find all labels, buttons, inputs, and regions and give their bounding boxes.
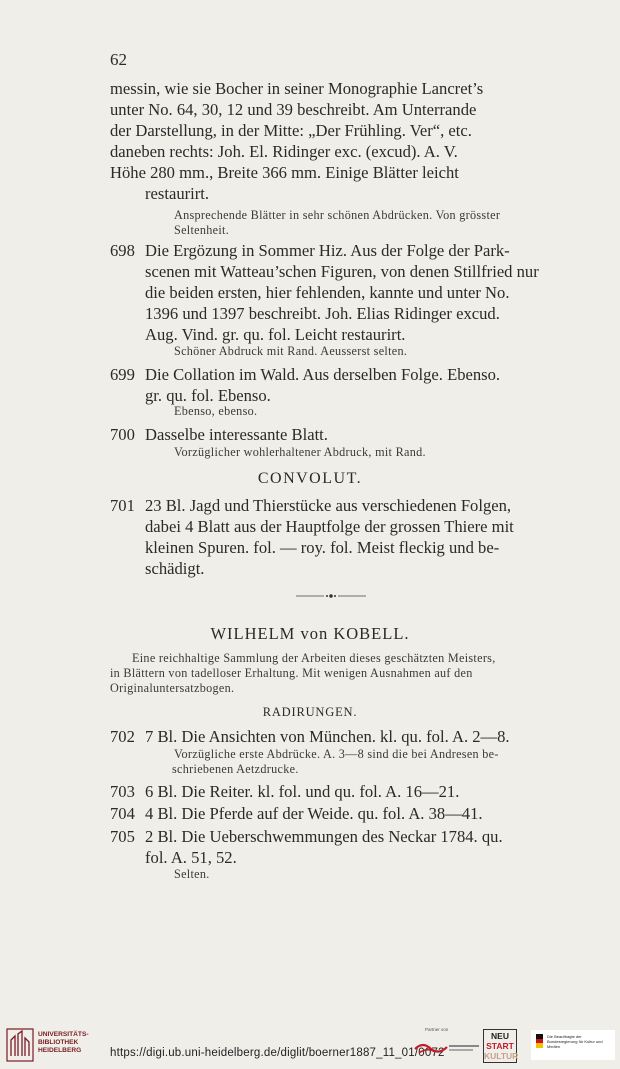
- catalog-entry-703: [110, 781, 575, 802]
- text-line: dabei 4 Blatt aus der Hauptfolge der grossen Thiere mit: [145, 517, 514, 536]
- note-line: schriebenen Aetzdrucke.: [172, 762, 299, 776]
- neustart-kultur-logo: [483, 1029, 517, 1063]
- text-line: START: [486, 1041, 514, 1051]
- text-line: scenen mit Watteau’schen Figuren, von denen Stillfried nur: [145, 262, 539, 281]
- catalog-entry-701: [110, 495, 575, 579]
- convolut-heading: CONVOLUT.: [257, 470, 363, 487]
- text-line: 2 Bl. Die Ueberschwemmungen des Neckar 1784. qu.: [145, 827, 503, 846]
- text-line: 7 Bl. Die Ansichten von München. kl. qu. fol. A. 2—8.: [145, 727, 510, 746]
- note-line: Ansprechende Blätter in sehr schönen Abdrücken. Von grösster: [174, 208, 501, 222]
- text-line: Originaluntersatzbogen.: [110, 681, 235, 695]
- text-line: KULTUR: [484, 1051, 519, 1061]
- note-line: Vorzügliche erste Abdrücke. A. 3—8 sind die bei Andresen be-: [174, 747, 499, 761]
- catalog-entry-705: [110, 826, 575, 868]
- catalog-entry-699: [110, 364, 575, 406]
- entry-number: 701: [110, 496, 135, 515]
- radirungen-heading: RADIRUNGEN.: [262, 705, 358, 719]
- text-line: gr. qu. fol. Ebenso.: [145, 386, 271, 405]
- entry-note: Selten.: [174, 867, 210, 881]
- text-line: Eine reichhaltige Sammlung der Arbeiten dieses geschätzten Meisters,: [132, 651, 496, 665]
- text-line: NEU: [491, 1031, 509, 1041]
- text-line: HEIDELBERG: [38, 1047, 82, 1054]
- text-line: schädigt.: [145, 559, 205, 578]
- university-seal-icon: [6, 1028, 34, 1062]
- page-number: 62: [110, 50, 127, 69]
- partner-logo-icon: [413, 1037, 481, 1059]
- intro-note: [174, 208, 574, 238]
- text-line: BIBLIOTHEK: [38, 1039, 79, 1046]
- text-line: unter No. 64, 30, 12 und 39 beschreibt. Am Unterrande: [110, 100, 477, 119]
- text-line: messin, wie sie Bocher in seiner Monographie Lancret’s: [110, 79, 484, 98]
- text-line: Dasselbe interessante Blatt.: [145, 425, 328, 444]
- entry-number: 705: [110, 827, 135, 846]
- university-library-name: [38, 1031, 89, 1055]
- text-line: der Darstellung, in der Mitte: „Der Frühling. Ver“, etc.: [110, 121, 472, 140]
- text-line: Aug. Vind. gr. qu. fol. Leicht restaurirt.: [145, 325, 406, 344]
- text-line: 4 Bl. Die Pferde auf der Weide. qu. fol. A. 38—41.: [145, 804, 483, 823]
- federal-sponsor-text: Die Beauftragte der Bundesregierung für Kultur und Medien: [547, 1034, 603, 1049]
- text-line: in Blättern von tadelloser Erhaltung. Mit wenigen Ausnahmen auf den: [110, 666, 473, 680]
- entry-number: 702: [110, 727, 135, 746]
- entry-note: Ebenso, ebenso.: [174, 404, 258, 418]
- entry-note: Schöner Abdruck mit Rand. Aeusserst selten.: [174, 344, 408, 358]
- text-line: kleinen Spuren. fol. — roy. fol. Meist fleckig und be-: [145, 538, 500, 557]
- text-line: daneben rechts: Joh. El. Ridinger exc. (excud). A. V.: [110, 142, 458, 161]
- text-line: fol. A. 51, 52.: [145, 848, 237, 867]
- text-line: Höhe 280 mm., Breite 366 mm. Einige Blätter leicht: [110, 163, 459, 182]
- text-line: 6 Bl. Die Reiter. kl. fol. und qu. fol. A. 16—21.: [145, 782, 460, 801]
- catalog-entry-700: [110, 424, 575, 445]
- text-line: die beiden ersten, hier fehlenden, kannte und unter No.: [145, 283, 510, 302]
- text-line: 23 Bl. Jagd und Thierstücke aus verschiedenen Folgen,: [145, 496, 512, 515]
- intro-paragraph: [110, 78, 575, 204]
- note-line: Seltenheit.: [174, 223, 230, 237]
- kobell-heading: WILHELM von KOBELL.: [210, 624, 410, 643]
- german-flag-icon: [536, 1034, 543, 1048]
- text-line: restaurirt.: [145, 184, 210, 203]
- entry-note: Vorzüglicher wohlerhaltener Abdruck, mit Rand.: [174, 445, 426, 459]
- entry-number: 699: [110, 365, 135, 384]
- entry-note: [174, 747, 574, 777]
- ornament-divider-icon: [296, 592, 366, 600]
- catalog-entry-698: [110, 240, 575, 345]
- entry-number: 698: [110, 241, 135, 260]
- entry-number: 704: [110, 804, 135, 823]
- text-line: Die Ergözung in Sommer Hiz. Aus der Folge der Park-: [145, 241, 510, 260]
- entry-number: 700: [110, 425, 135, 444]
- kobell-intro: [110, 651, 575, 696]
- catalog-entry-704: [110, 803, 575, 824]
- text-line: Die Collation im Wald. Aus derselben Folge. Ebenso.: [145, 365, 501, 384]
- catalog-entry-702: [110, 726, 575, 747]
- text-line: 1396 und 1397 beschreibt. Joh. Elias Ridinger excud.: [145, 304, 500, 323]
- text-line: UNIVERSITÄTS-: [38, 1031, 89, 1038]
- entry-number: 703: [110, 782, 135, 801]
- partner-label: Partner von: [425, 1027, 449, 1032]
- source-url[interactable]: https://digi.ub.uni-heidelberg.de/diglit/boerner1887_11_01/0072: [110, 1047, 445, 1059]
